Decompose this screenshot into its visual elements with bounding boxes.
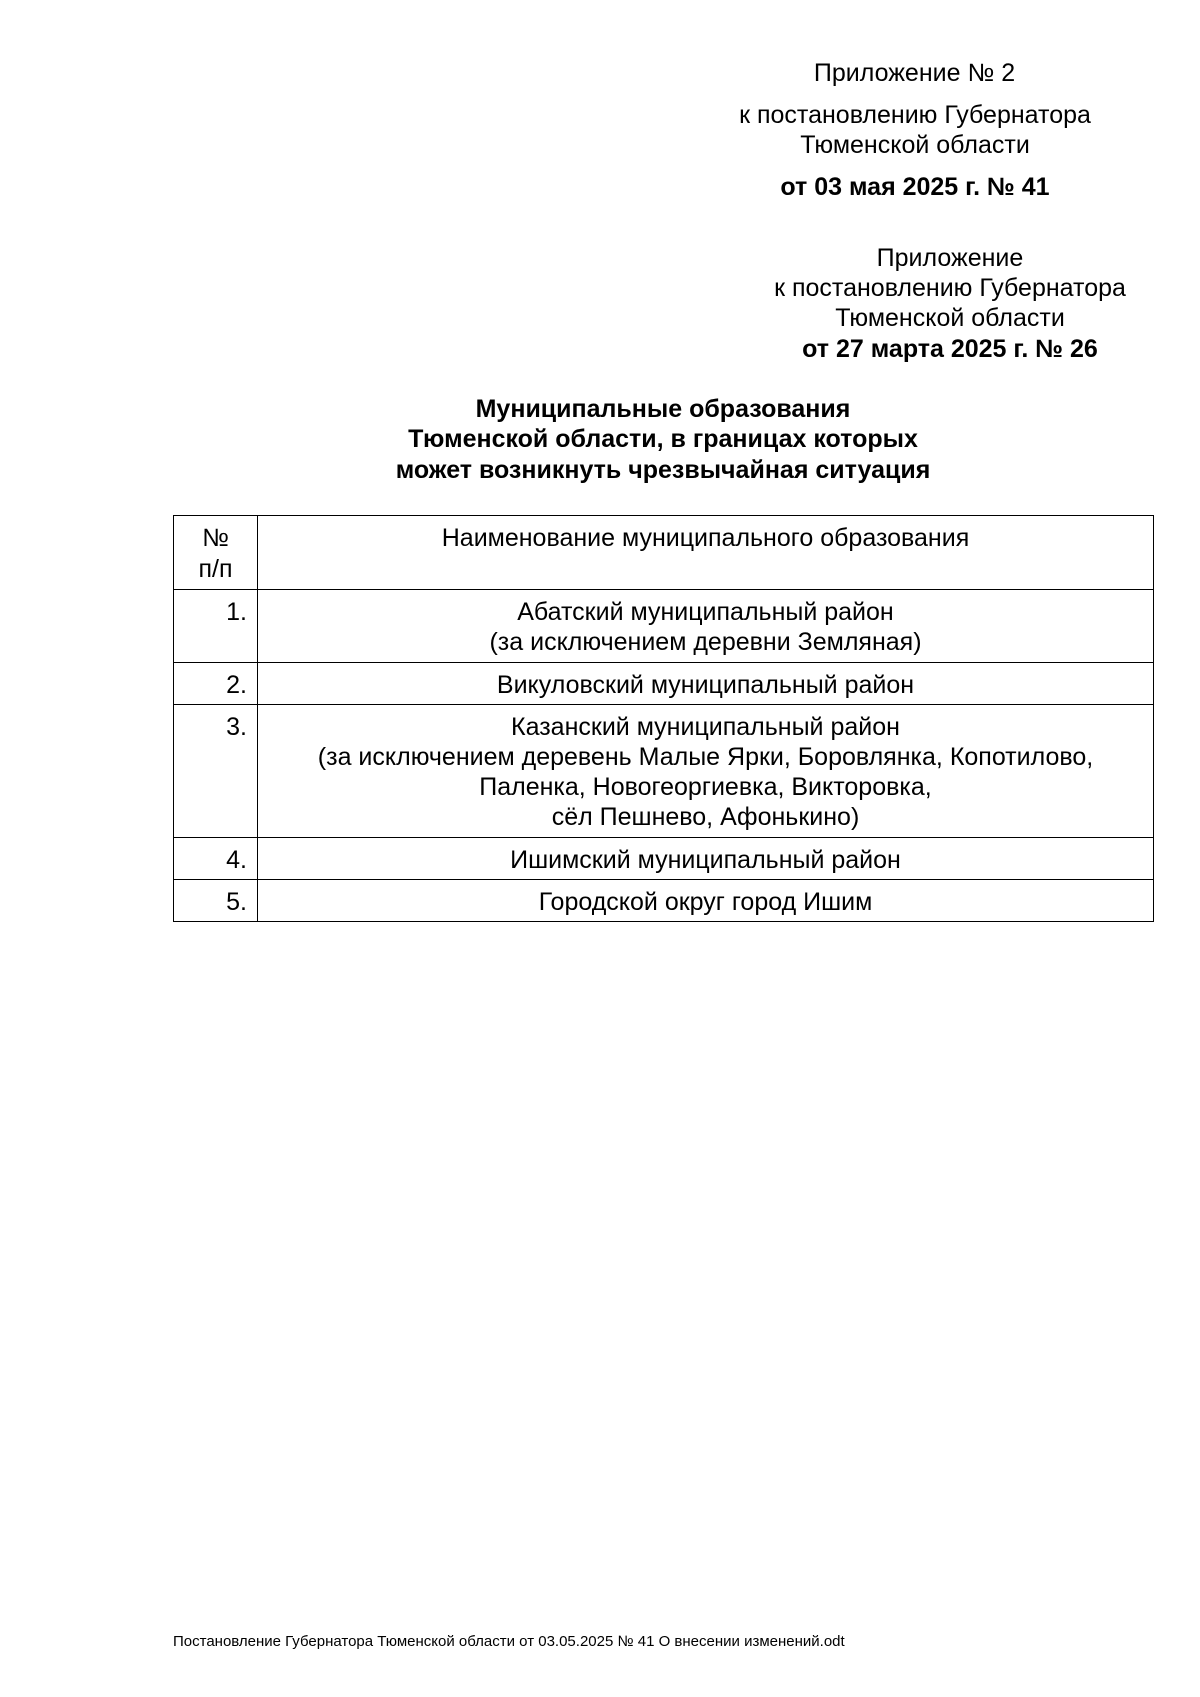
- row-name-line: Викуловский муниципальный район: [496, 671, 915, 699]
- document-title-line-1: Муниципальные образования: [475, 395, 851, 423]
- document-footer-filename: Постановление Губернатора Тюменской области от 03.05.2025 № 41 О внесении изменений.odt: [173, 1633, 845, 1650]
- appendix-current-date: от 03 мая 2025 г. № 41: [780, 173, 1050, 201]
- row-name-line: Паленка, Новогеоргиевка, Викторовка,: [479, 773, 932, 801]
- table-row: [174, 838, 1154, 880]
- appendix-current-to-line: к постановлению Губернатора: [739, 101, 1091, 129]
- row-number: 4.: [174, 838, 258, 880]
- row-name-line: сёл Пешнево, Афонькино): [551, 803, 860, 831]
- header-number-symbol: №: [202, 524, 229, 552]
- row-name-line: Казанский муниципальный район: [511, 713, 900, 741]
- row-name: [258, 880, 1154, 922]
- table-header-row: [174, 516, 1154, 590]
- document-title-line-2: Тюменской области, в границах которых: [408, 425, 918, 453]
- document-title-line-3: может возникнуть чрезвычайная ситуация: [395, 456, 931, 484]
- appendix-original-date: от 27 марта 2025 г. № 26: [802, 335, 1098, 363]
- row-number: 1.: [174, 590, 258, 663]
- row-name: [258, 590, 1154, 663]
- row-name-line: Городской округ город Ишим: [538, 888, 873, 916]
- row-name-line: Ишимский муниципальный район: [510, 846, 901, 874]
- row-name-line: Абатский муниципальный район: [517, 598, 894, 626]
- appendix-original-title: Приложение: [876, 244, 1024, 272]
- row-name-line: (за исключением деревни Земляная): [489, 628, 922, 656]
- table-row: [174, 590, 1154, 663]
- appendix-current-region-line: Тюменской области: [800, 131, 1030, 159]
- row-name: [258, 838, 1154, 880]
- header-number-cell: [174, 516, 258, 590]
- row-name: [258, 663, 1154, 705]
- appendix-current-title: Приложение № 2: [813, 59, 1016, 87]
- row-name-line: (за исключением деревень Малые Ярки, Боровлянка, Копотилово,: [317, 743, 1094, 771]
- table-row: [174, 880, 1154, 922]
- municipalities-table: [173, 515, 1154, 922]
- row-number: 5.: [174, 880, 258, 922]
- row-name: [258, 705, 1154, 838]
- header-name-cell: Наименование муниципального образования: [258, 516, 1154, 590]
- row-number: 2.: [174, 663, 258, 705]
- table-row: [174, 663, 1154, 705]
- appendix-original-to-line: к постановлению Губернатора: [774, 274, 1126, 302]
- appendix-original-region-line: Тюменской области: [835, 304, 1065, 332]
- table-row: [174, 705, 1154, 838]
- row-number: 3.: [174, 705, 258, 838]
- header-number-abbrev: п/п: [198, 555, 233, 583]
